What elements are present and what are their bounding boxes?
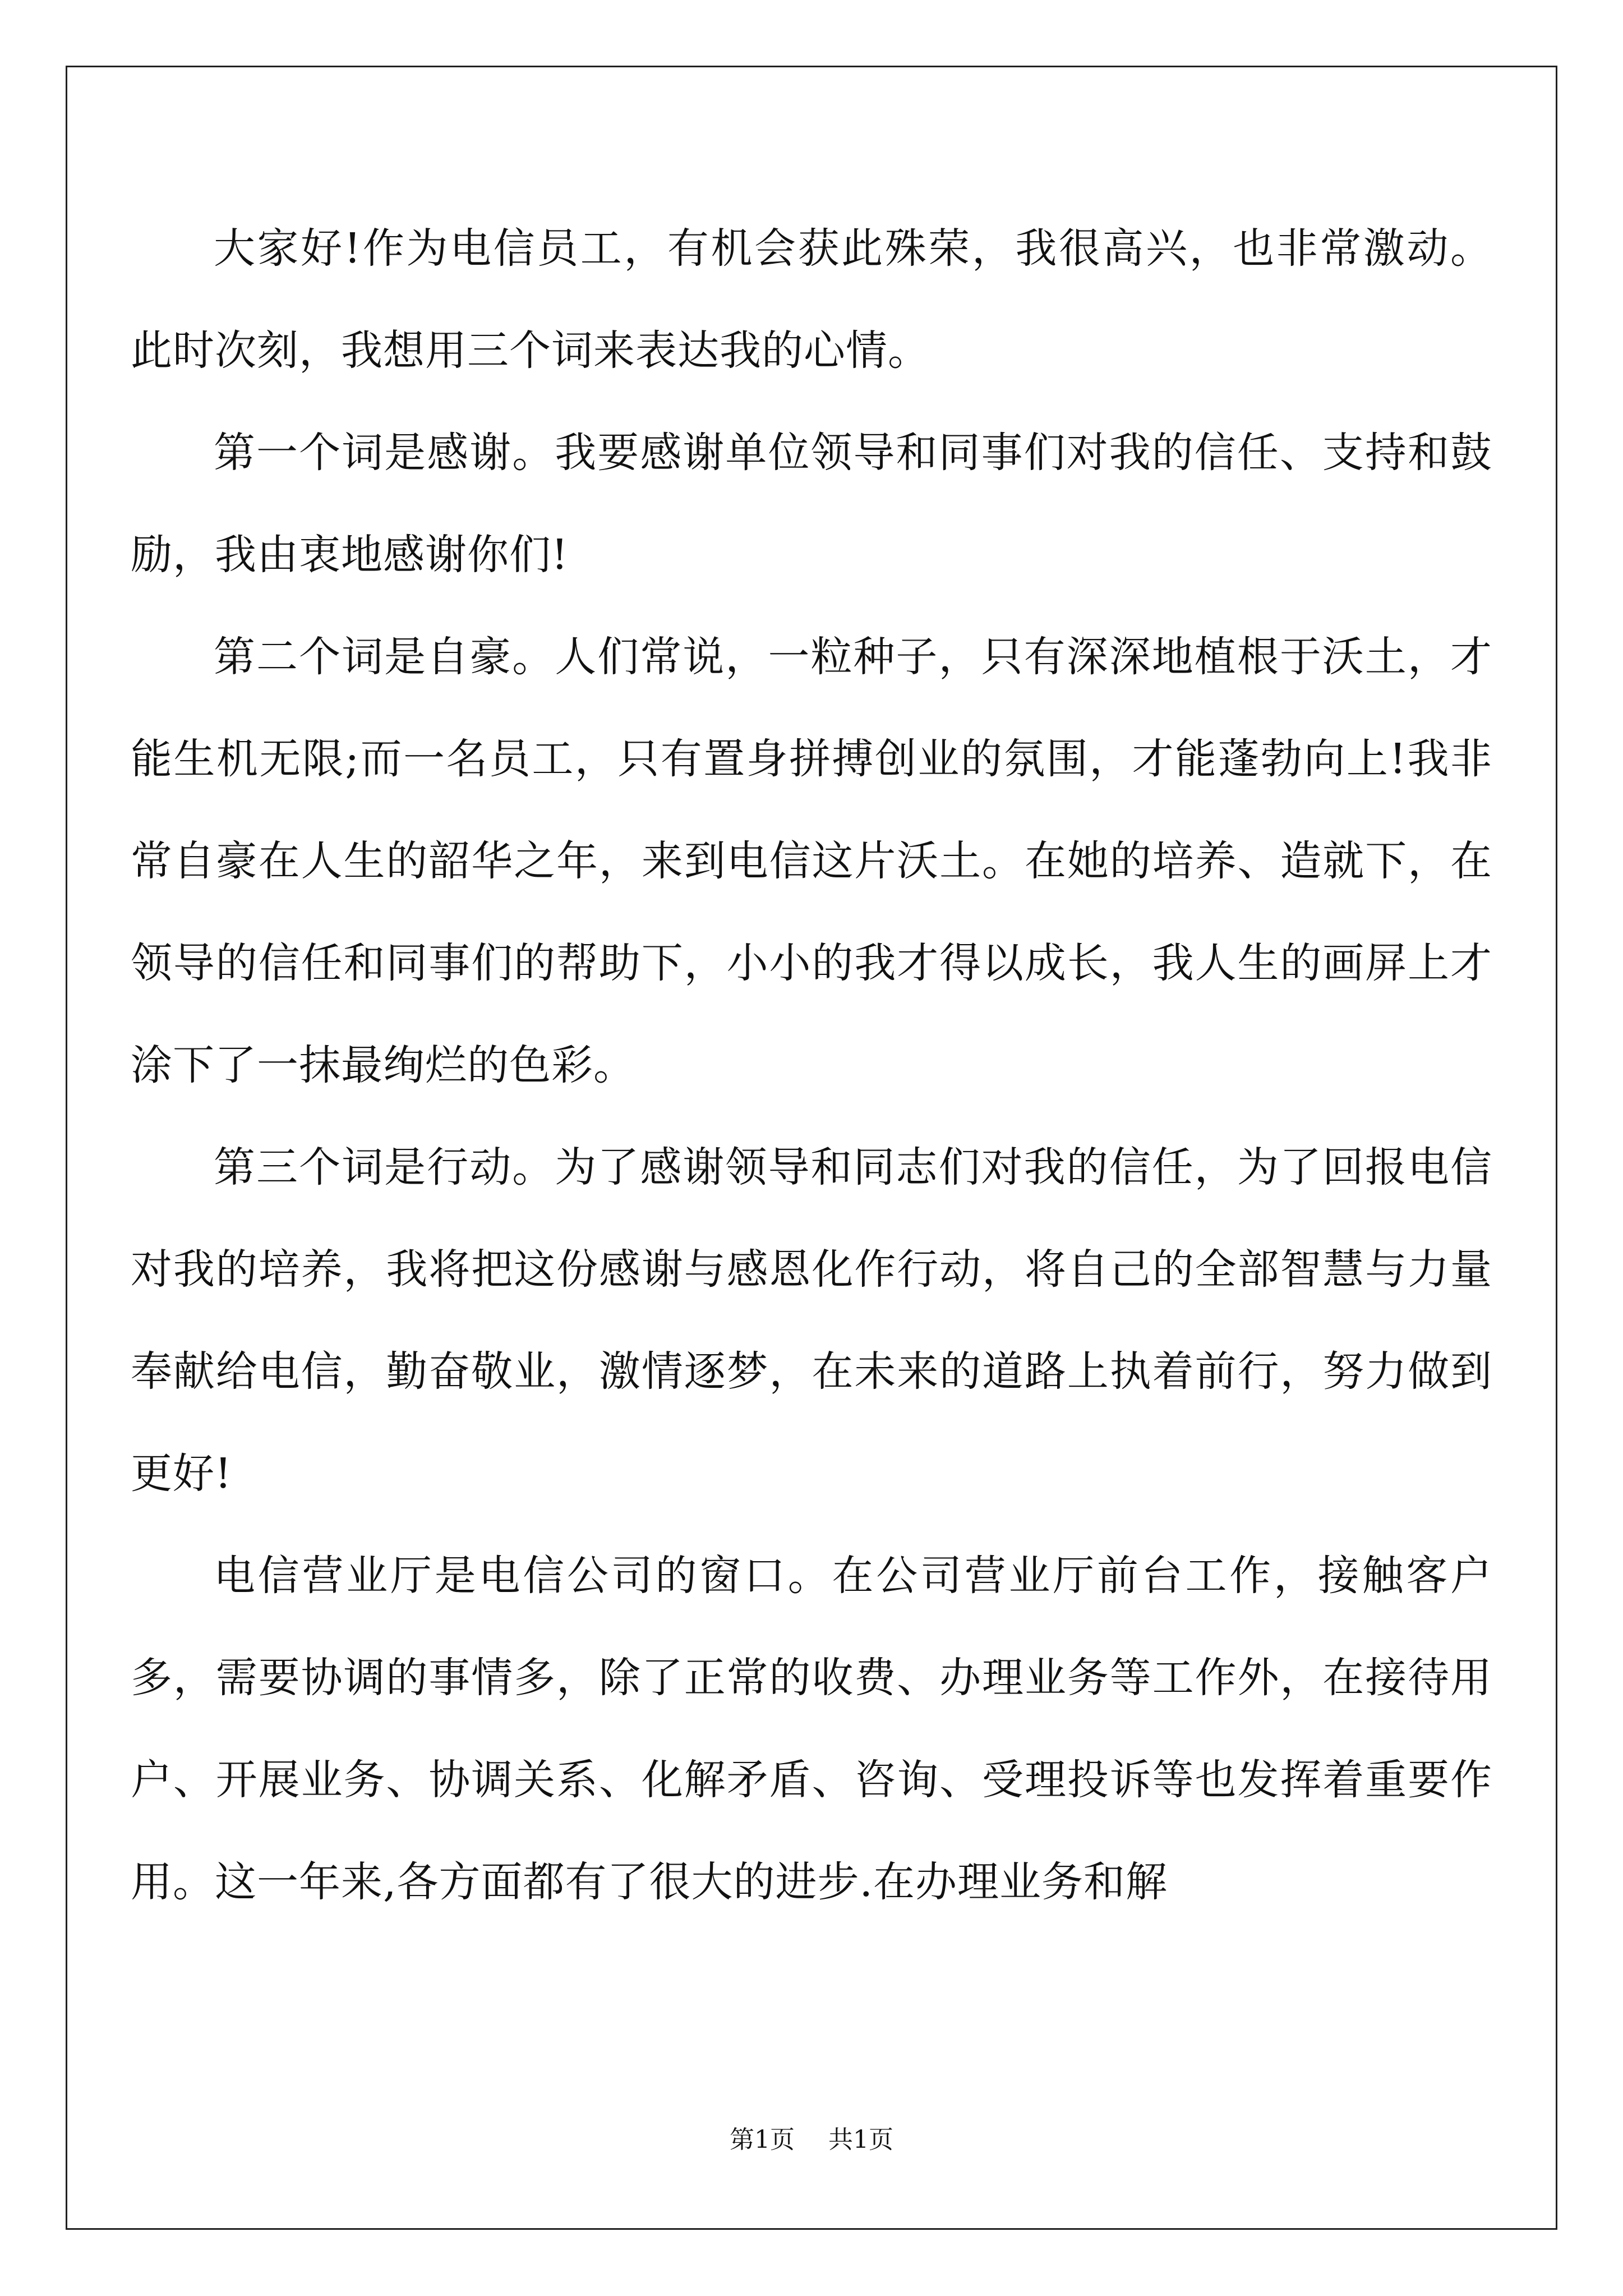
paragraph-5: 电信营业厅是电信公司的窗口。在公司营业厅前台工作，接触客户多，需要协调的事情多，除了正常的收费、办理业务等工作外，在接待用户、开展业务、协调关系、化解矛盾、咨询、受理投诉等也发挥着重要作用。这一年来,各方面都有了很大的进步.在办理业务和解	[131, 1552, 1492, 1906]
paragraph-1: 大家好!作为电信员工，有机会获此殊荣，我很高兴，也非常激动。此时次刻，我想用三个词来表达我的心情。	[131, 224, 1492, 375]
paragraph-4: 第三个词是行动。为了感谢领导和同志们对我的信任，为了回报电信对我的培养，我将把这份感谢与感恩化作行动，将自己的全部智慧与力量奉献给电信，勤奋敬业，激情逐梦，在未来的道路上执着前行，努力做到更好!	[131, 1143, 1492, 1498]
paragraph-3: 第二个词是自豪。人们常说，一粒种子，只有深深地植根于沃土，才能生机无限;而一名员工，只有置身拼搏创业的氛围，才能蓬勃向上!我非常自豪在人生的韶华之年，来到电信这片沃土。在她的培养、造就下，在领导的信任和同事们的帮助下，小小的我才得以成长，我人生的画屏上才涂下了一抹最绚烂的色彩。	[131, 633, 1492, 1089]
page-number-total: 共1页	[828, 2125, 893, 2154]
page-footer	[0, 2123, 1623, 2157]
page-number-current: 第1页	[730, 2125, 795, 2154]
document-body	[131, 197, 1492, 1933]
paragraph-2: 第一个词是感谢。我要感谢单位领导和同事们对我的信任、支持和鼓励，我由衷地感谢你们!	[131, 429, 1492, 579]
